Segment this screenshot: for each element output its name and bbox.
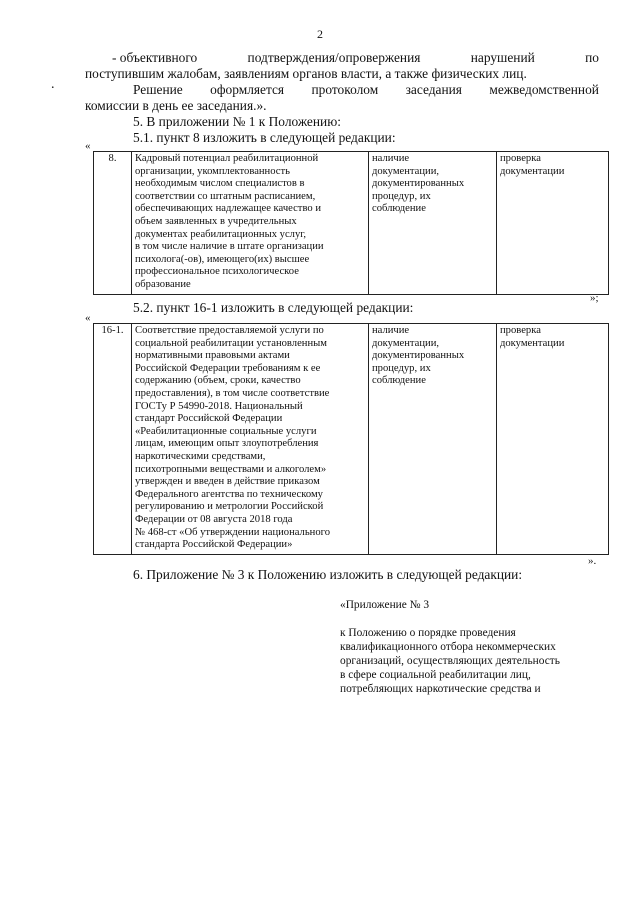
item-method: проверка документации <box>497 324 609 555</box>
section-5-2-heading: 5.2. пункт 16-1 изложить в следующей редакции: <box>133 300 414 315</box>
quote-close: ». <box>588 555 597 567</box>
margin-mark: . <box>51 77 55 92</box>
quote-open: « <box>85 140 91 152</box>
intro-word: оформляется <box>210 82 285 97</box>
item-criterion: наличие документации, документированных процедур, их соблюдение <box>369 324 497 555</box>
item-method: проверка документации <box>497 152 609 295</box>
intro-word: подтверждения/опровержения <box>247 50 421 65</box>
intro-line-4: комиссии в день ее заседания.». <box>85 98 267 113</box>
page-number: 2 <box>317 27 323 41</box>
table-item-8 <box>93 151 609 295</box>
intro-word: по <box>585 50 599 65</box>
intro-word: Решение <box>133 82 183 97</box>
quote-open: « <box>85 312 91 324</box>
item-description: Кадровый потенциал реабилитационной организации, укомплектованность необходимым числом специалистов в соответствии со штатным расписанием, обеспечивающих надлежащее качество и объем заявленных в учредительных документах реабилитационных услуг, в том числе наличие в штате организации психолога(-ов), имеющего(их) высшее профессиональное психологическое образование <box>132 152 369 295</box>
intro-word: нарушений <box>470 50 535 65</box>
section-5-heading: 5. В приложении № 1 к Положению: <box>133 114 341 129</box>
appendix-line: организаций, осуществляющих деятельность <box>340 655 560 667</box>
intro-word: заседания <box>405 82 462 97</box>
intro-word: протоколом <box>311 82 379 97</box>
intro-line-2: поступившим жалобам, заявлениям органов власти, а также физических лиц. <box>85 66 527 81</box>
intro-line-3 <box>133 82 599 98</box>
item-description: Соответствие предоставляемой услуги по социальной реабилитации установленным нормативными правовыми актами Российской Федерации требованиям к ее содержанию (объем, сроки, качество предоставления), в том числе соответствие ГОСТу Р 54990-2018. Национальный стандарт Российской Федерации «Реабилитационные социальные услуги лицам, имеющим опыт злоупотребления наркотическими средствами, психотропными веществами и алкоголем» утвержден и введен в действие приказом Федерального агентства по техническому регулированию и метрологии Российской Федерации от 08 августа 2018 года № 468-ст «Об утверждении национального стандарта Российской Федерации» <box>132 324 369 555</box>
item-criterion: наличие документации, документированных процедур, их соблюдение <box>369 152 497 295</box>
intro-word: - объективного <box>112 50 198 65</box>
table-item-16-1 <box>93 323 609 555</box>
appendix-title: «Приложение № 3 <box>340 599 430 611</box>
intro-word: межведомственной <box>489 82 599 97</box>
section-6-heading: 6. Приложение № 3 к Положению изложить в следующей редакции: <box>133 567 523 582</box>
appendix-line: квалификационного отбора некоммерческих <box>340 641 556 653</box>
appendix-line: потребляющих наркотические средства и <box>340 683 541 695</box>
item-number: 16-1. <box>94 324 132 555</box>
item-number: 8. <box>94 152 132 295</box>
section-5-1-heading: 5.1. пункт 8 изложить в следующей редакции: <box>133 130 396 145</box>
appendix-line: к Положению о порядке проведения <box>340 627 516 639</box>
intro-line-1 <box>112 50 599 66</box>
appendix-line: в сфере социальной реабилитации лиц, <box>340 669 531 681</box>
quote-close: »; <box>590 292 599 304</box>
